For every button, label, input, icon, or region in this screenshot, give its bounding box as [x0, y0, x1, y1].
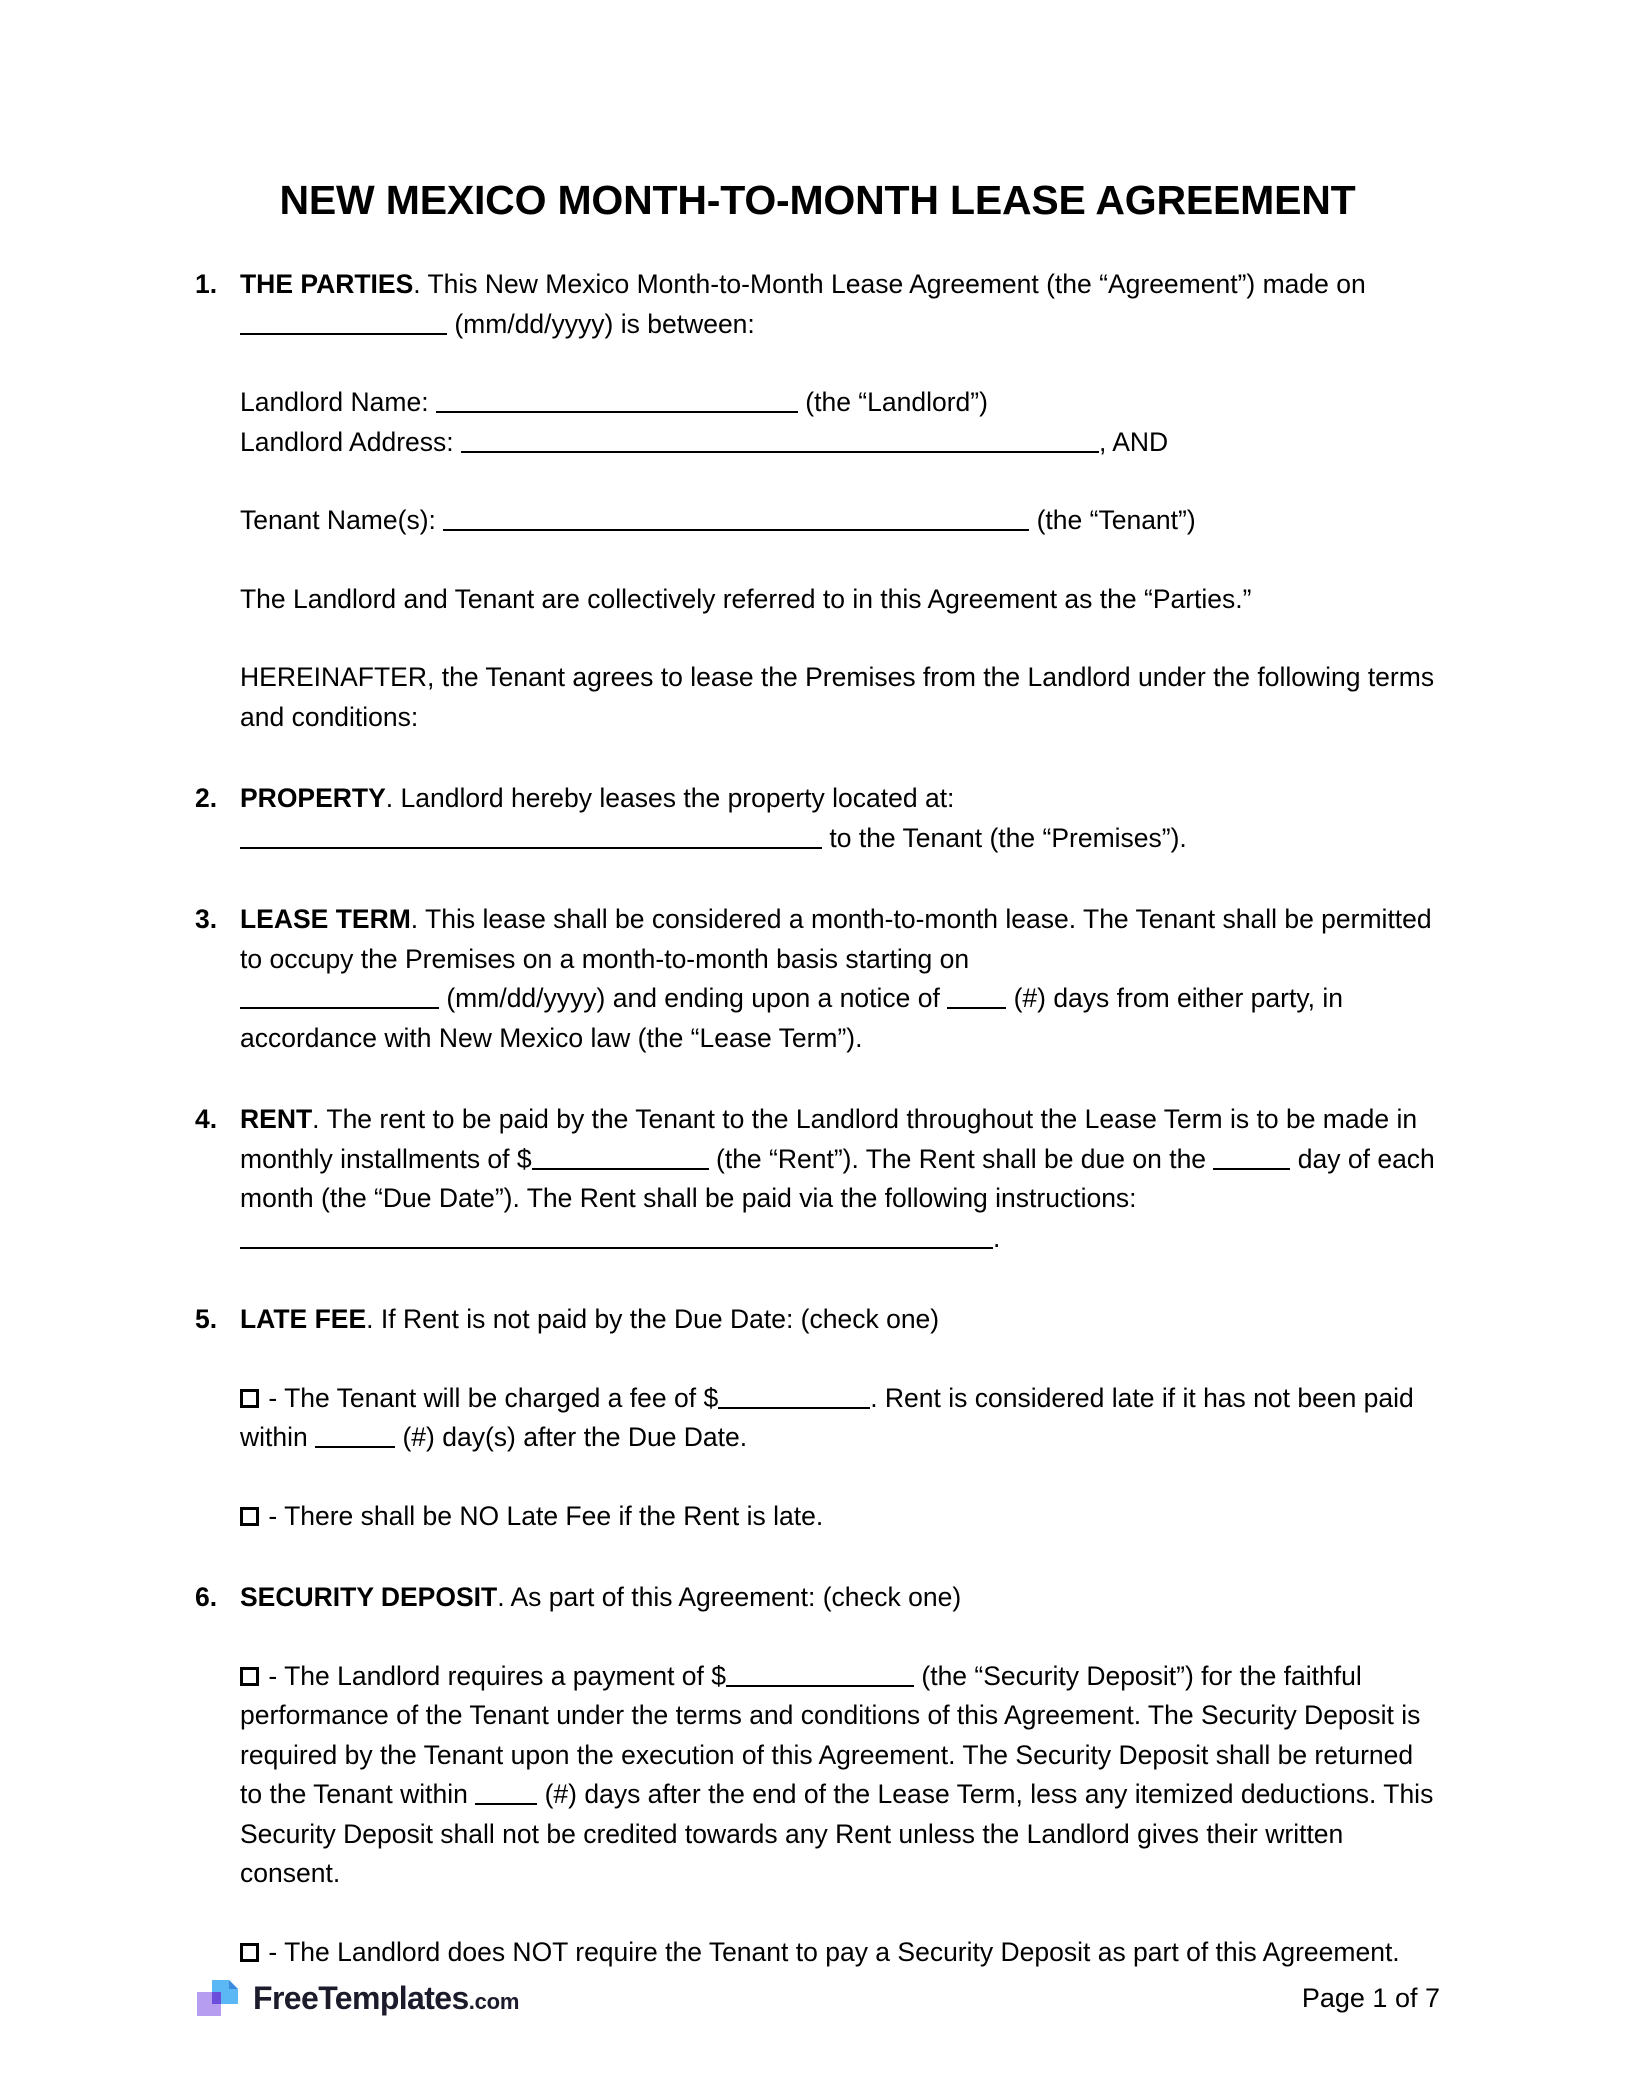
landlord-address-label: Landlord Address: — [240, 426, 461, 457]
landlord-name-label: Landlord Name: — [240, 387, 436, 418]
section-heading: LEASE TERM — [240, 904, 411, 935]
security-deposit-intro — [240, 1578, 1440, 1618]
late-fee-option1-text-c: (#) day(s) after the Due Date. — [395, 1422, 748, 1453]
page-footer — [195, 1963, 1440, 2033]
rent-amount-blank[interactable] — [532, 1145, 709, 1170]
lease-term-text-b: (mm/dd/yyyy) and ending upon a notice of — [439, 983, 948, 1014]
section-body — [240, 900, 1440, 1058]
section-body — [240, 779, 1440, 858]
late-fee-option1-text-b: . Rent is considered late if it has not been paid within — [240, 1382, 1414, 1453]
late-fee-amount-blank[interactable] — [718, 1384, 870, 1409]
section-heading: THE PARTIES — [240, 269, 414, 300]
checkbox-icon[interactable] — [240, 1389, 259, 1408]
brand-logo — [195, 1975, 519, 2021]
property-paragraph — [240, 779, 1440, 858]
section-number: 5. — [195, 1304, 218, 1335]
landlord-name-suffix: (the “Landlord”) — [797, 387, 988, 418]
freetemplates-logo-icon — [195, 1975, 241, 2021]
notice-days-blank[interactable] — [947, 984, 1006, 1009]
lease-term-text-c: (#) days from either party, in accordance with New Mexico law (the “Lease Term”). — [240, 983, 1343, 1053]
parties-note: The Landlord and Tenant are collectively referred to in this Agreement as the “Parties.” — [240, 583, 1252, 614]
property-text-a: . Landlord hereby leases the property located at: — [385, 783, 955, 814]
section-number: 1. — [195, 269, 218, 300]
section-heading: PROPERTY — [240, 783, 386, 814]
hereinafter-paragraph: HEREINAFTER, the Tenant agrees to lease the Premises from the Landlord under the following terms and conditions: — [240, 662, 1435, 732]
late-fee-days-blank[interactable] — [315, 1423, 395, 1448]
section-body — [240, 265, 1440, 737]
section-property — [195, 779, 1440, 858]
security-deposit-option2-text: - The Landlord does NOT require the Tenant to pay a Security Deposit as part of this Agreement. — [261, 1936, 1400, 1967]
landlord-address-suffix: , AND — [1098, 426, 1169, 457]
late-fee-text-a: . If Rent is not paid by the Due Date: (check one) — [366, 1304, 940, 1335]
tenant-name-blank[interactable] — [443, 506, 1029, 531]
section-number: 6. — [195, 1582, 218, 1613]
late-fee-option2-text: - There shall be NO Late Fee if the Rent is late. — [261, 1500, 824, 1531]
tenant-block — [240, 501, 1440, 541]
security-deposit-option-required — [240, 1657, 1440, 1894]
lease-term-paragraph — [240, 900, 1440, 1058]
page-title: NEW MEXICO MONTH-TO-MONTH LEASE AGREEMENT — [279, 177, 1356, 223]
page-number: Page 1 of 7 — [1301, 1982, 1440, 2013]
section-security-deposit — [195, 1578, 1440, 1972]
section-lease-term — [195, 900, 1440, 1058]
late-fee-option-none — [240, 1497, 1440, 1537]
section-the-parties — [195, 265, 1440, 737]
lease-start-date-blank[interactable] — [240, 984, 439, 1009]
section-heading: SECURITY DEPOSIT — [240, 1582, 498, 1613]
property-address-blank[interactable] — [240, 824, 822, 849]
section-number: 3. — [195, 904, 218, 935]
security-deposit-option1-text-c: (#) days after the end of the Lease Term, less any itemized deductions. This Security Deposit shall not be credited towards any Rent unless the Landlord gives their written consent. — [240, 1779, 1434, 1889]
rent-text-c: day of each month (the “Due Date”). The Rent shall be paid via the following instructions: — [240, 1143, 1435, 1214]
security-deposit-amount-blank[interactable] — [726, 1662, 914, 1687]
landlord-block — [240, 383, 1440, 462]
security-deposit-option1-text-a: - The Landlord requires a payment of $ — [261, 1660, 727, 1691]
payment-instructions-blank[interactable] — [240, 1224, 993, 1249]
section-rent — [195, 1100, 1440, 1258]
section-number: 4. — [195, 1104, 218, 1135]
security-deposit-text-a: . As part of this Agreement: (check one) — [497, 1582, 962, 1613]
security-deposit-option1-text-b: (the “Security Deposit”) for the faithful performance of the Tenant under the terms and conditions of this Agreement. The Security Deposit is required by the Tenant upon the execution of this Agreement. The Security Deposit shall be returned to the Tenant within — [240, 1660, 1421, 1810]
checkbox-icon[interactable] — [240, 1507, 259, 1526]
brand-tld: .com — [468, 1989, 520, 2014]
brand-name: FreeTemplates — [253, 1980, 469, 2016]
section-late-fee — [195, 1300, 1440, 1536]
parties-intro-paragraph — [240, 265, 1440, 344]
section-number: 2. — [195, 783, 218, 814]
section-body — [240, 1300, 1440, 1536]
landlord-name-blank[interactable] — [436, 388, 798, 413]
section-heading: RENT — [240, 1104, 313, 1135]
landlord-address-blank[interactable] — [461, 428, 1099, 453]
section-body — [240, 1100, 1440, 1258]
brand-wordmark — [253, 1982, 519, 2014]
lease-term-text-a: . This lease shall be considered a month-to-month lease. The Tenant shall be permitted to occupy the Premises on a month-to-month basis starting on — [240, 904, 1432, 974]
tenant-name-suffix: (the “Tenant”) — [1029, 505, 1196, 536]
section-body — [240, 1578, 1440, 1972]
parties-intro-text-a: . This New Mexico Month-to-Month Lease Agreement (the “Agreement”) made on — [413, 269, 1366, 300]
late-fee-intro — [240, 1300, 1440, 1340]
security-deposit-return-days-blank[interactable] — [475, 1780, 537, 1805]
late-fee-option-charged — [240, 1379, 1440, 1458]
property-text-b: to the Tenant (the “Premises”). — [822, 822, 1187, 853]
section-heading: LATE FEE — [240, 1304, 367, 1335]
late-fee-option1-text-a: - The Tenant will be charged a fee of $ — [261, 1382, 719, 1413]
rent-due-day-blank[interactable] — [1213, 1145, 1290, 1170]
rent-text-d: . — [993, 1222, 1001, 1253]
checkbox-icon[interactable] — [240, 1943, 259, 1962]
agreement-date-blank[interactable] — [240, 310, 447, 335]
rent-text-b: (the “Rent”). The Rent shall be due on the — [708, 1143, 1214, 1174]
tenant-name-label: Tenant Name(s): — [240, 505, 444, 536]
parties-intro-text-b: (mm/dd/yyyy) is between: — [447, 308, 755, 339]
document-content — [195, 0, 1440, 1972]
rent-text-a: . The rent to be paid by the Tenant to the Landlord throughout the Lease Term is to be made in monthly installments of $ — [240, 1104, 1418, 1174]
rent-paragraph — [240, 1100, 1440, 1258]
checkbox-icon[interactable] — [240, 1667, 259, 1686]
